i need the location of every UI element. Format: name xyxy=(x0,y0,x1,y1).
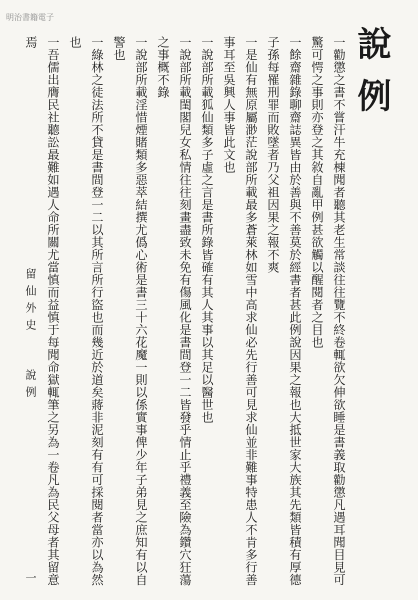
page-number: 一 xyxy=(24,572,37,589)
paragraph: 一餘齋雜錄聊齋誌異皆由於善與不善莫於經書者甚此例說因果之報也大抵世家大族其先類皆積有厚德子孫每罹刑罪而敗墜者乃父祖因果之報不爽 xyxy=(266,36,302,586)
paragraph: 一說部所載淫惜煙賭類多惡萃結撰尤僞心術是書三十六花魔一則以係實事俾少年子弟見之庶知有以自警也 xyxy=(112,36,148,586)
paragraph: 一吾儒出膺民社聽訟最難如遇人命所關尤當慎而益慎于每聞命獄輒筆之另為一卷凡為民父母者其留意焉 xyxy=(24,36,60,586)
page-title: 說例 xyxy=(351,26,391,130)
page-margin xyxy=(22,268,38,589)
section-label: 說例 xyxy=(24,369,37,403)
book-title: 留仙外史 xyxy=(24,268,37,336)
paragraph: 一綠林之徒法所不貸是書間登一二以其所言所行盜也而幾近於道矣蔣非泥刻有有可採閱者當亦以為然也 xyxy=(68,36,104,586)
paragraph: 一說部所載閨閣兒女私情往往刻畫盡致未免有傷風化是書間登一二皆發乎情止乎禮義至險為鑽穴狂蕩之事概不錄 xyxy=(156,36,192,586)
paragraph: 一說部所載狐仙類多子虛之言是書所錄皆確有其人其事以其足以醫世也 xyxy=(200,36,214,424)
paragraph: 一勸懲之書不嘗汗牛充棟聞者聽其老生常談往往覽不終卷輒欲欠伸欲睡是書義取勸懲凡遇耳聞目見可驚可愕之事則亦登之其敘自亂甲例甚欲觸以醒閱者之目也 xyxy=(310,36,346,586)
watermark: 明治書籍電子 xyxy=(6,13,54,22)
paragraph: 一是仙有無原屬渺茫說部所載最多蒼萊林如雪中高求仙必先行善可見求仙並非難事特患人不肯多行善事耳至吳興人事皆此文也 xyxy=(222,36,258,586)
